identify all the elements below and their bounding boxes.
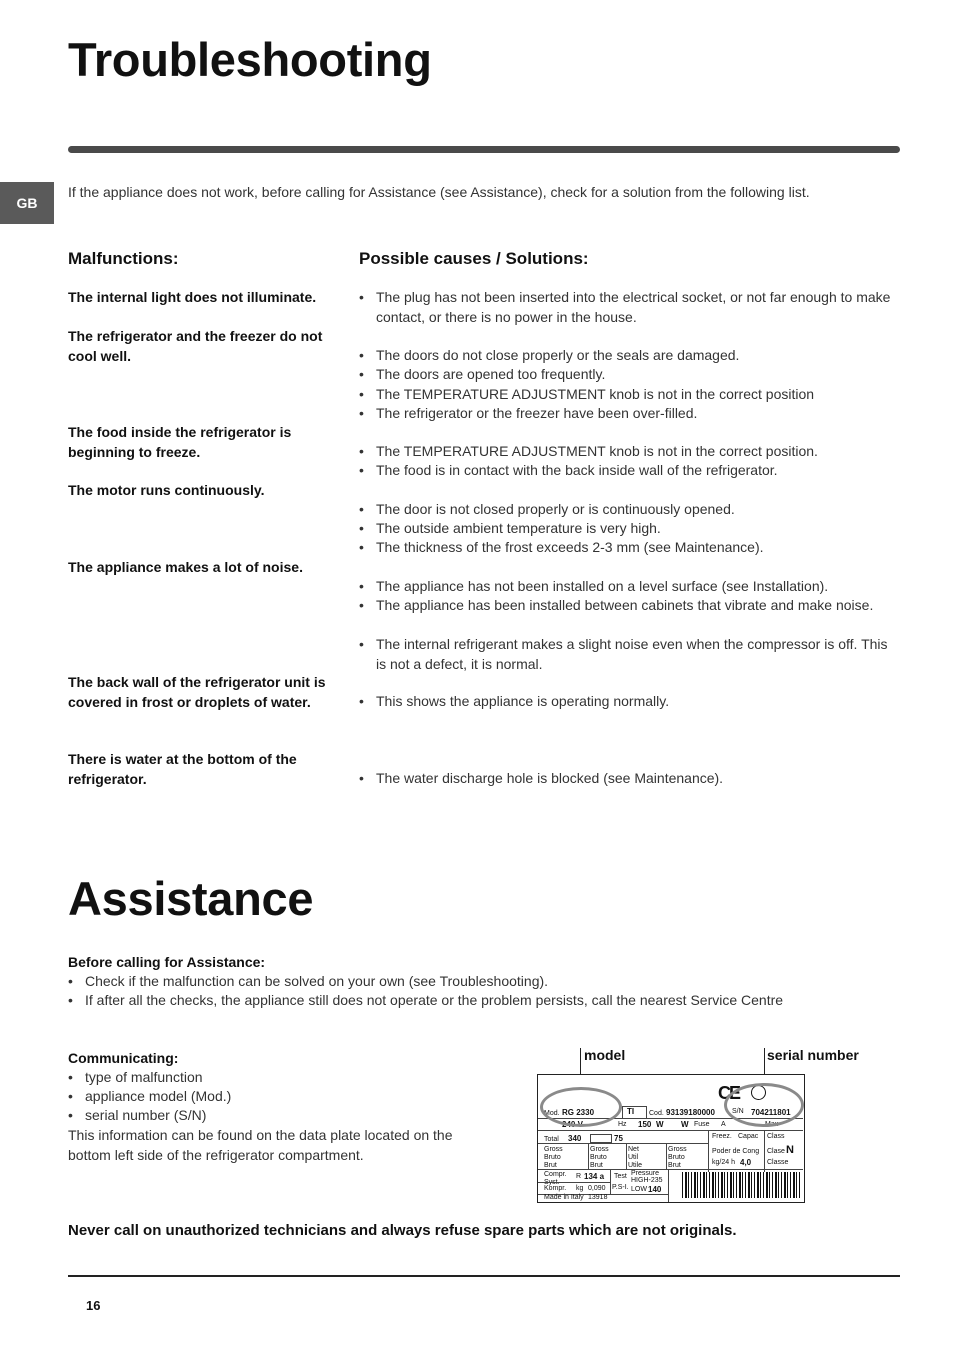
cause-item: • The internal refrigerant makes a slight noise even when the compressor is off. This is not a defect, it is normal. — [359, 635, 899, 674]
cause-item: • The appliance has been installed between cabinets that vibrate and make noise. — [359, 596, 899, 616]
model-highlight-oval — [540, 1087, 622, 1127]
communicating-item: • appliance model (Mod.) — [68, 1087, 231, 1107]
malfunction-item: The motor runs continuously. — [68, 482, 265, 498]
cause-item: • The door is not closed properly or is continuously opened. — [359, 500, 899, 520]
malfunction-item: The internal light does not illuminate. — [68, 289, 317, 305]
malfunction-item: The food inside the refrigerator is beginning to freeze. — [68, 424, 292, 460]
before-item: • Check if the malfunction can be solved on your own (see Troubleshooting). — [68, 972, 548, 992]
serial-callout-label: serial number — [767, 1047, 859, 1063]
page-number: 16 — [86, 1298, 101, 1313]
cause-item: • The water discharge hole is blocked (see Maintenance). — [359, 769, 899, 789]
causes-heading: Possible causes / Solutions: — [359, 249, 589, 268]
communicating-item: • serial number (S/N) — [68, 1106, 206, 1126]
cause-item: • The outside ambient temperature is very high. — [359, 519, 899, 539]
section-divider — [68, 146, 900, 153]
barcode-icon — [682, 1172, 800, 1198]
cause-item: • The TEMPERATURE ADJUSTMENT knob is not in the correct position — [359, 385, 899, 405]
troubleshooting-intro: If the appliance does not work, before calling for Assistance (see Assistance), check for a solution from the following list. — [68, 184, 810, 200]
malfunction-item: The refrigerator and the freezer do not cool well. — [68, 328, 323, 364]
cause-item: • The food is in contact with the back inside wall of the refrigerator. — [359, 461, 899, 481]
communicating-heading: Communicating: — [68, 1050, 179, 1066]
before-item: • If after all the checks, the appliance still does not operate or the problem persists, call the nearest Service Centre — [68, 991, 783, 1011]
data-plate: CE Mod. RG 2330 TI Cod. 93139180000 S/N 704211801 240 V Hz 150 W W Fuse A Max Total 340 75 Freez. Capac Class Gross Bruto Brut Gross Bruto Brut Net Util Utile Gross Bruto Brut Poder de Cong Clase N kg/24 h 4,0 Classe Compr. R 134 a Test Pressure HIGH-235 P.S-I. LOW 140 Kompr. kg 0,090 Made in Italy 13918 — [537, 1074, 805, 1203]
cause-item: • The plug has not been inserted into the electrical socket, or not far enough to make contact, or there is no power in the house. — [359, 288, 899, 327]
cause-item: • The doors are opened too frequently. — [359, 365, 899, 385]
plate-info: This information can be found on the data plate located on the bottom left side of the refrigerator compartment. — [68, 1127, 453, 1163]
warning-text: Never call on unauthorized technicians and always refuse spare parts which are not originals. — [68, 1222, 737, 1239]
assistance-title: Assistance — [68, 872, 314, 925]
malfunctions-heading: Malfunctions: — [68, 249, 179, 268]
cause-item: • The appliance has not been installed on a level surface (see Installation). — [359, 577, 899, 597]
cause-item: • The doors do not close properly or the seals are damaged. — [359, 346, 899, 366]
before-heading: Before calling for Assistance: — [68, 954, 266, 970]
cause-item: • This shows the appliance is operating normally. — [359, 692, 899, 712]
cause-item: • The refrigerator or the freezer have been over-filled. — [359, 404, 899, 424]
communicating-item: • type of malfunction — [68, 1068, 203, 1088]
cause-item: • The TEMPERATURE ADJUSTMENT knob is not in the correct position. — [359, 442, 899, 462]
malfunction-item: The back wall of the refrigerator unit is covered in frost or droplets of water. — [68, 674, 326, 710]
language-tab: GB — [0, 182, 54, 224]
troubleshooting-title: Troubleshooting — [68, 33, 432, 86]
malfunction-item: There is water at the bottom of the refrigerator. — [68, 751, 297, 787]
serial-highlight-oval — [724, 1083, 804, 1127]
cause-item: • The thickness of the frost exceeds 2-3 mm (see Maintenance). — [359, 538, 899, 558]
ce-mark-icon: CE — [718, 1083, 740, 1103]
malfunction-item: The appliance makes a lot of noise. — [68, 559, 303, 575]
model-callout-label: model — [584, 1047, 626, 1063]
footer-rule — [68, 1275, 900, 1277]
